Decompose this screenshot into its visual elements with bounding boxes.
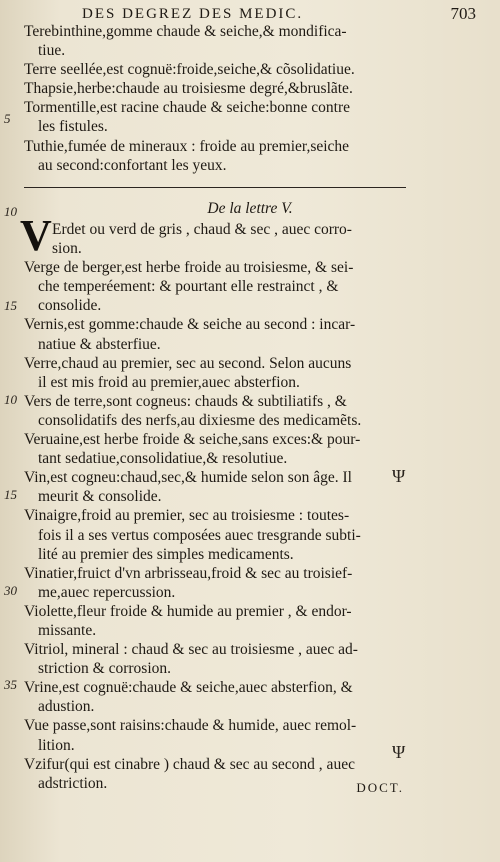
margin-line-number: 10 — [4, 392, 17, 407]
entry-line: consolide. — [38, 297, 102, 315]
section-heading: De la lettre V. — [207, 200, 293, 217]
entry-line: Verge de berger,est herbe froide au troisiesme, & sei- — [24, 259, 354, 277]
entry-line: Erdet ou verd de gris , chaud & sec , auec corro- — [52, 221, 352, 238]
marginal-mark-icon: Ψ — [392, 466, 406, 486]
entry-line: Thapsie,herbe:chaude au troisiesme degré,&bruslãte. — [24, 80, 353, 98]
entry-line: Vers de terre,sont cogneus: chauds & subtiliatifs , & — [24, 392, 347, 410]
entry-line: Terebinthine,gomme chaude & seiche,& mondifica- — [24, 23, 347, 40]
entry-line: sion. — [52, 240, 82, 258]
catchword: DOCT. — [356, 780, 404, 795]
entry-line: Verre,chaud au premier, sec au second. Selon aucuns — [24, 354, 352, 372]
page-number: 703 — [450, 4, 476, 23]
entry-line: Vzifur(qui est cinabre ) chaud & sec au second , auec — [24, 755, 355, 773]
entry-line: au second:confortant les yeux. — [38, 156, 227, 174]
marginal-mark-icon: Ψ — [392, 742, 406, 762]
running-head: DES DEGREZ DES MEDIC. — [82, 6, 304, 22]
margin-line-number: 10 — [4, 204, 17, 219]
entry-line: adustion. — [38, 698, 95, 716]
entry-line: adstriction. — [38, 774, 108, 792]
entry-line: Tuthie,fumée de mineraux : froide au premier,seiche — [24, 137, 350, 155]
margin-line-number: 35 — [4, 677, 17, 692]
entry-line: consolidatifs des nerfs,au dixiesme des medicamẽts. — [38, 411, 362, 429]
entry-line: Vernis,est gomme:chaude & seiche au second : incar- — [24, 316, 356, 334]
entry-line: Vitriol, mineral : chaud & sec au troisiesme , auec ad- — [24, 641, 358, 659]
drop-cap: V — [20, 211, 52, 260]
entry-line: meurit & consolide. — [38, 488, 162, 506]
entry-line: Vinatier,fruict d'vn arbrisseau,froid & sec au troisief- — [24, 564, 353, 582]
entry-line: il est mis froid au premier,auec absterfion. — [38, 373, 300, 391]
entry-line: missante. — [38, 621, 97, 639]
entry-line: me,auec repercussion. — [38, 583, 176, 601]
entry-line: Terre seellée,est cognuë:froide,seiche,& cõsolidatiue. — [24, 61, 355, 79]
entry-line: les fistules. — [38, 118, 108, 136]
entry-line: Vin,est cogneu:chaud,sec,& humide selon son âge. Il — [24, 469, 352, 487]
margin-line-number: 15 — [4, 487, 17, 502]
entry-line: Vue passe,sont raisins:chaude & humide, auec remol- — [24, 717, 357, 735]
entry-line: natiue & absterfiue. — [38, 335, 161, 353]
entry-line: striction & corrosion. — [38, 660, 172, 678]
entries-v — [24, 220, 414, 793]
entry-line: Tormentille,est racine chaude & seiche:bonne contre — [24, 99, 350, 117]
entry-line: lition. — [38, 736, 75, 754]
entry-line: lité au premier des simples medicaments. — [38, 545, 294, 563]
entry-line: tant sedatiue,consolidatiue,& resolutiue. — [38, 450, 288, 468]
entry-line: che temperéement: & pourtant elle restrainct , & — [38, 278, 339, 296]
entries-t — [24, 22, 414, 175]
margin-line-number: 15 — [4, 298, 17, 313]
entry-line: tiue. — [38, 42, 66, 60]
entry-line: Veruaine,est herbe froide & seiche,sans exces:& pour- — [24, 431, 361, 449]
entry-line: fois il a ses vertus composées auec tresgrande subti- — [38, 526, 361, 544]
entry-line: Violette,fleur froide & humide au premier , & endor- — [24, 602, 352, 620]
section-divider — [24, 187, 406, 188]
margin-line-number: 5 — [4, 111, 11, 126]
entry-line: Vrine,est cognuë:chaude & seiche,auec absterfion, & — [24, 679, 353, 697]
entry-line: Vinaigre,froid au premier, sec au troisiesme : toutes- — [24, 507, 350, 525]
margin-line-number: 30 — [4, 583, 17, 598]
